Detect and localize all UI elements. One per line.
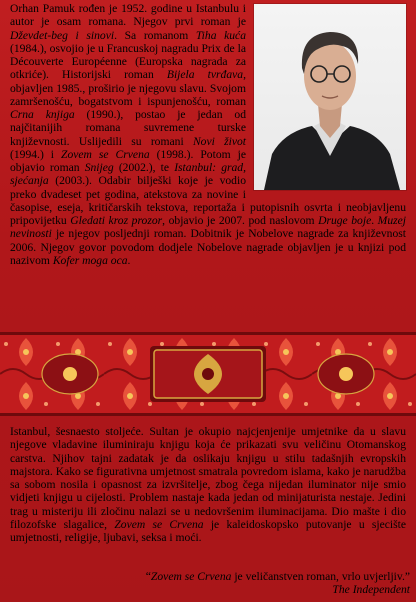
bio-text-run: , objavljen 1985., proširio je njegovu slavu. Svojom zamršenošću, bogatstvom i ispunjenošću, roman	[10, 68, 246, 108]
bio-title: Druge boje	[318, 214, 372, 227]
quote-source: The Independent	[332, 583, 410, 596]
bio-text-run: .	[127, 253, 131, 267]
bio-title: Novi život	[192, 134, 246, 148]
bio-text-run: (1990.), postao je jedan od najčitanijih romana suvremene turske književnosti. Uslijedili su romani	[10, 108, 246, 148]
quote-open: “	[145, 570, 151, 583]
bio-title: Istanbul: grad, sjećanja	[10, 161, 246, 188]
bio-title: Bijela tvrđava	[166, 68, 244, 82]
synopsis-title: Zovem se Crvena	[114, 518, 204, 532]
bio-title: Dževdet-beg i sinovi	[10, 28, 115, 42]
author-biography	[10, 2, 406, 267]
bio-title: Gledati kroz prozor	[70, 214, 163, 227]
bio-text-run: .	[371, 214, 378, 227]
bio-text-run: (2002.), te	[113, 161, 175, 174]
quote-text: je veličanstven roman, vrlo uvjerljiv.”	[231, 570, 410, 583]
bio-title: Snijeg	[84, 161, 114, 174]
synopsis-text	[10, 425, 406, 545]
synopsis-text-run: je kaleidoskopsko putovanje u sjecište umjetnosti, religije, ljubavi, seksa i moći.	[10, 518, 406, 545]
bio-title: Tiha kuća	[195, 28, 246, 42]
bio-title: Muzej nevinosti	[10, 214, 407, 241]
bio-title: Kofer moga oca	[52, 253, 128, 267]
bio-title: Crna knjiga	[10, 108, 75, 121]
book-synopsis	[10, 425, 406, 545]
quote-book-title: Zovem se Crvena	[150, 570, 232, 583]
bio-text-run: (1984.), osvojio je u Francuskoj nagradu Prix de la Découverte Européenne (Europska nagrada za otkriće). Historijski roman	[10, 41, 246, 82]
bio-text-run: (2003.). Odabir bilješki koje je vodio preko dvadeset pet godina, atekstova za novine i časopise, eseja, kritičarskih tekstova, reportaža i putopisnih osvrta i neobjavljenu pripovijetku	[10, 174, 406, 227]
bio-text-run: (1994.) i	[10, 147, 61, 161]
author-photo	[254, 4, 406, 190]
synopsis-text-run: Istanbul, šesnaesto stoljeće. Sultan je okupio najcjenjenije umjetnike da u slavu njegove vladavine iluminiraju knjigu koja će prikazati svu veličinu Otomanskog carstva. Njihov tajni zadatak je da oslikaju knjigu u stilu tadašnjih evropskih majstora. Kako se figurativna umjetnost smatrala povredom islama, kako je narudžba sa sobom nosila i opasnost za izvršitelje, zbog čega nijedan iluminator nije smio vidjeti knjigu u cijelosti. Problem nastaje kada jedan od minijaturista nestaje. Jedini trag u misteriju ili zločinu nalazi se u nedovršenim iluminacijama. Dio mašte i dio filozofske slagalice,	[10, 425, 406, 532]
bio-text-run: je njegov posljednji roman. Dobitnik je Nobelove nagrade za književnost 2006. Njegov govor povodom dodjele Nobelove nagrade objavljen je u knjizi pod nazivom	[10, 227, 406, 267]
bio-text-run: , objavio je 2007. pod naslovom	[162, 214, 319, 227]
review-quote	[30, 570, 410, 596]
bio-text-run: . Sa romanom	[114, 28, 196, 42]
bio-text-run: Orhan Pamuk rođen je 1952. godine u Istanbulu i autor je osam romana. Njegov prvi roman je	[10, 2, 246, 29]
ornamental-miniature-band	[0, 332, 416, 416]
bio-title: Zovem se Crvena	[61, 147, 150, 161]
bio-text-run: (1998.). Potom je objavio roman	[10, 147, 246, 174]
